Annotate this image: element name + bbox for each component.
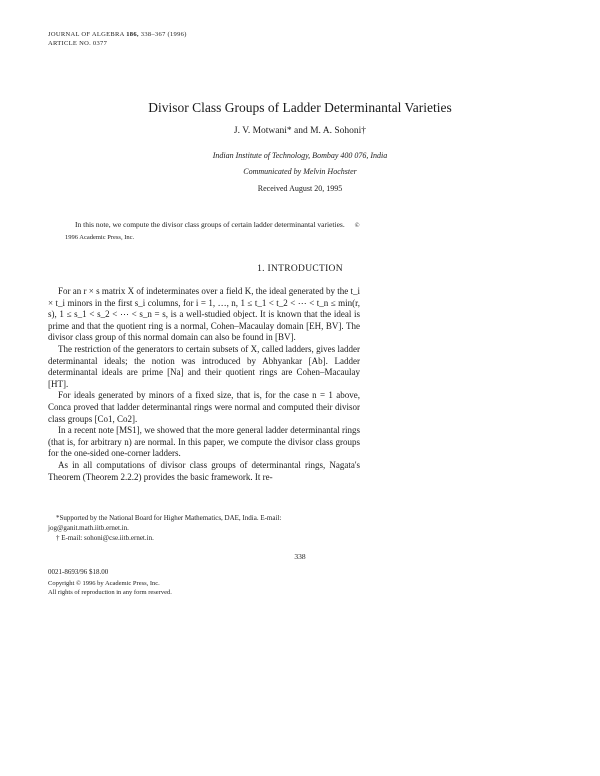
paragraph: The restriction of the generators to certain subsets of X, called ladders, gives ladder determinantal ideals; the notion was introduced by Abhyankar [Ab]. Ladder determinantal ideals are prime [Na] and their quotient rings are Cohen–Macaulay [HT].: [48, 343, 360, 389]
journal-name: JOURNAL OF ALGEBRA: [48, 31, 125, 38]
issn-price: 0021-8693/96 $18.00: [48, 568, 109, 576]
communicated-by: Communicated by Melvin Hochster: [243, 167, 357, 176]
article-number: ARTICLE NO. 0377: [48, 40, 108, 47]
section-title: 1. INTRODUCTION: [257, 264, 343, 274]
paragraph: For ideals generated by minors of a fixed size, that is, for the case n = 1 above, Conca proved that ladder determinantal rings were normal and computed their divisor class groups [Co1, Co2].: [48, 390, 360, 424]
paragraph: In a recent note [MS1], we showed that the more general ladder determinantal rings (that is, for arbitrary n) are normal. In this paper, we compute the divisor class groups for the one-sided one-corner ladders.: [48, 425, 360, 459]
footnotes: [48, 513, 360, 543]
received-date: Received August 20, 1995: [257, 184, 343, 193]
journal-pages: 338–367 (1996): [140, 31, 187, 38]
rights-line: All rights of reproduction in any form reserved.: [48, 589, 172, 596]
paragraph: For an r × s matrix X of indeterminates over a field K, the ideal generated by the t_i × t_i minors in the first s_i columns, for i = 1, …, n, 1 ≤ t_1 < t_2 < ⋯ < t_n ≤ min(r, s), 1 ≤ s_1 < s_2 < ⋯ < s_n = s, is a well-studied object. It is known that the ideal is prime and that the quotient ring is a normal, Cohen–Macaulay domain [EH, BV]. The divisor class group of this normal domain can also be found in [BV].: [48, 286, 360, 343]
page-number: 338: [294, 552, 306, 561]
paragraph: As in all computations of divisor class groups of determinantal rings, Nagata's Theorem (Theorem 2.2.2) provides the basic framework. It re-: [48, 459, 360, 482]
affiliation: Indian Institute of Technology, Bombay 400 076, India: [212, 151, 388, 160]
journal-volume: 186,: [126, 31, 139, 38]
footnote: *Supported by the National Board for Higher Mathematics, DAE, India. E-mail: jog@ganit.math.iitb.ernet.in.: [48, 514, 282, 532]
journal-citation: [48, 30, 187, 39]
paper-authors: J. V. Motwani* and M. A. Sohoni†: [233, 126, 367, 136]
copyright-line: Copyright © 1996 by Academic Press, Inc.: [48, 580, 160, 587]
abstract-copyright: © 1996 Academic Press, Inc.: [65, 222, 360, 241]
paper-title: Divisor Class Groups of Ladder Determinantal Varieties: [148, 100, 452, 115]
journal-header: [48, 30, 187, 48]
abstract-text: In this note, we compute the divisor class groups of certain ladder determinantal varieties.: [75, 220, 345, 229]
section-body: [48, 286, 360, 483]
footnote: † E-mail: sohoni@cse.iitb.ernet.in.: [56, 534, 154, 542]
abstract: [65, 219, 365, 243]
publisher-info: [48, 568, 172, 597]
